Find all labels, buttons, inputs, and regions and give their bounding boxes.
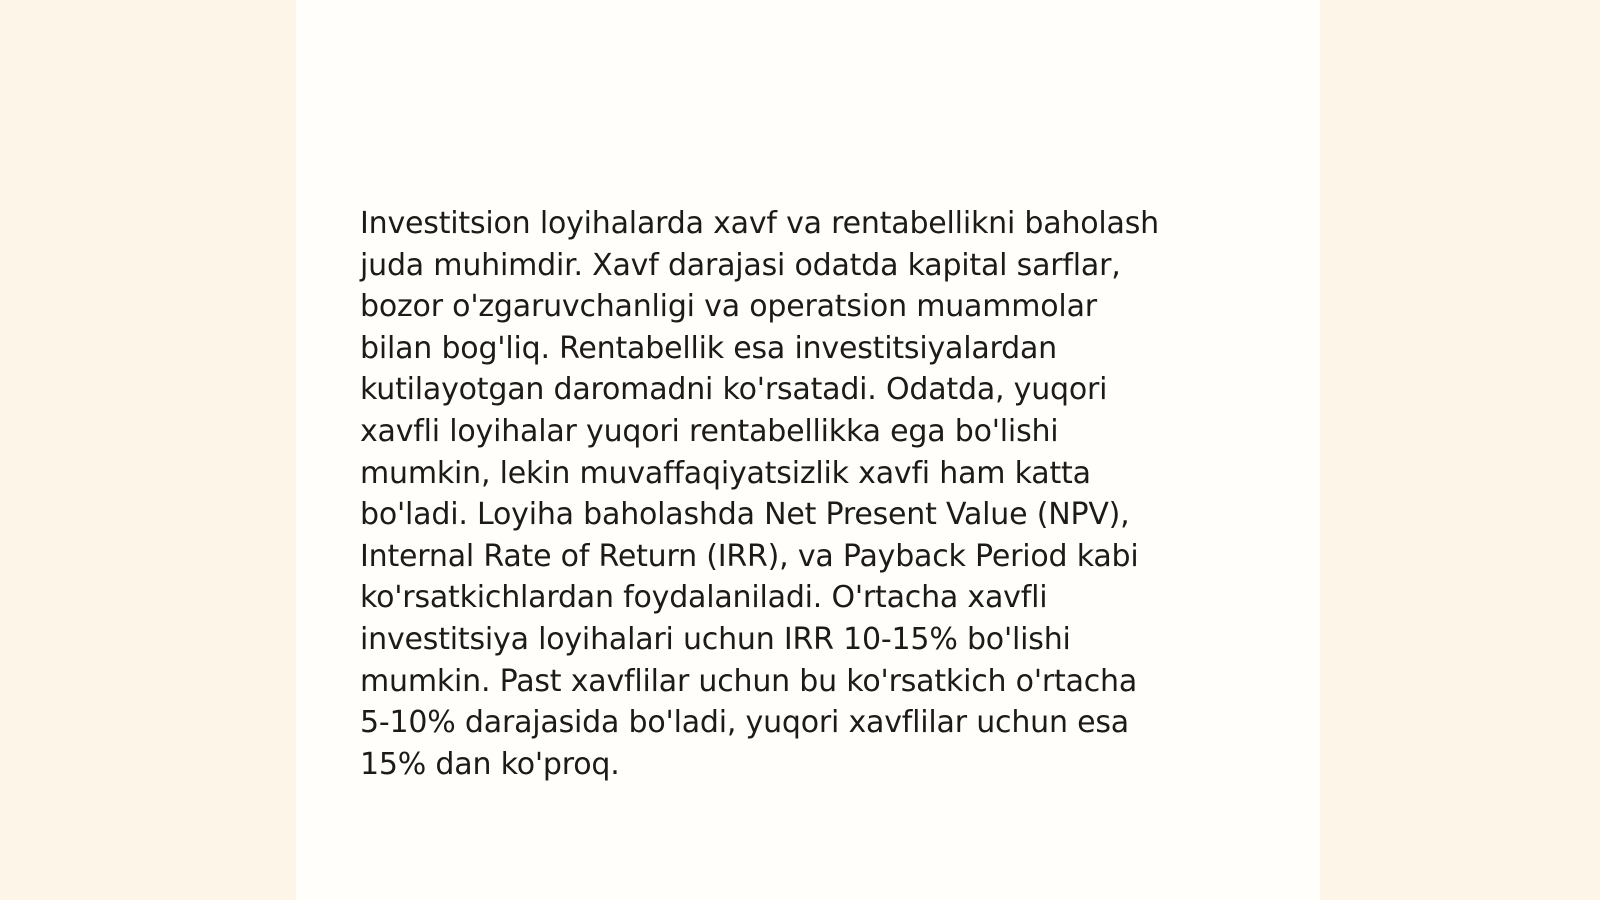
paragraph-line: Internal Rate of Return (IRR), va Payback Period kabi xyxy=(360,538,1139,574)
paragraph-line: bozor o'zgaruvchanligi va operatsion muammolar xyxy=(360,289,1097,325)
paragraph-line: juda muhimdir. Xavf darajasi odatda kapital sarflar, xyxy=(360,247,1121,283)
paragraph-line: ko'rsatkichlardan foydalaniladi. O'rtacha xavfli xyxy=(360,580,1048,616)
paragraph-line: xavfli loyihalar yuqori rentabellikka ega bo'lishi xyxy=(360,413,1059,449)
paragraph-line: bo'ladi. Loyiha baholashda Net Present Value (NPV), xyxy=(360,497,1130,533)
paragraph-line: 15% dan ko'proq. xyxy=(360,746,620,782)
body-paragraph xyxy=(360,203,1240,785)
paragraph-line: investitsiya loyihalari uchun IRR 10-15% bo'lishi xyxy=(360,621,1071,657)
paragraph-line: 5-10% darajasida bo'ladi, yuqori xavflilar uchun esa xyxy=(360,705,1129,741)
document-page xyxy=(296,0,1320,900)
paragraph-line: Investitsion loyihalarda xavf va rentabellikni baholash xyxy=(360,206,1159,241)
paragraph-line: kutilayotgan daromadni ko'rsatadi. Odatda, yuqori xyxy=(360,372,1108,408)
paragraph-line: bilan bog'liq. Rentabellik esa investitsiyalardan xyxy=(360,330,1057,366)
paragraph-line: mumkin. Past xavflilar uchun bu ko'rsatkich o'rtacha xyxy=(360,663,1138,699)
paragraph-line: mumkin, lekin muvaffaqiyatsizlik xavfi ham katta xyxy=(360,455,1091,491)
